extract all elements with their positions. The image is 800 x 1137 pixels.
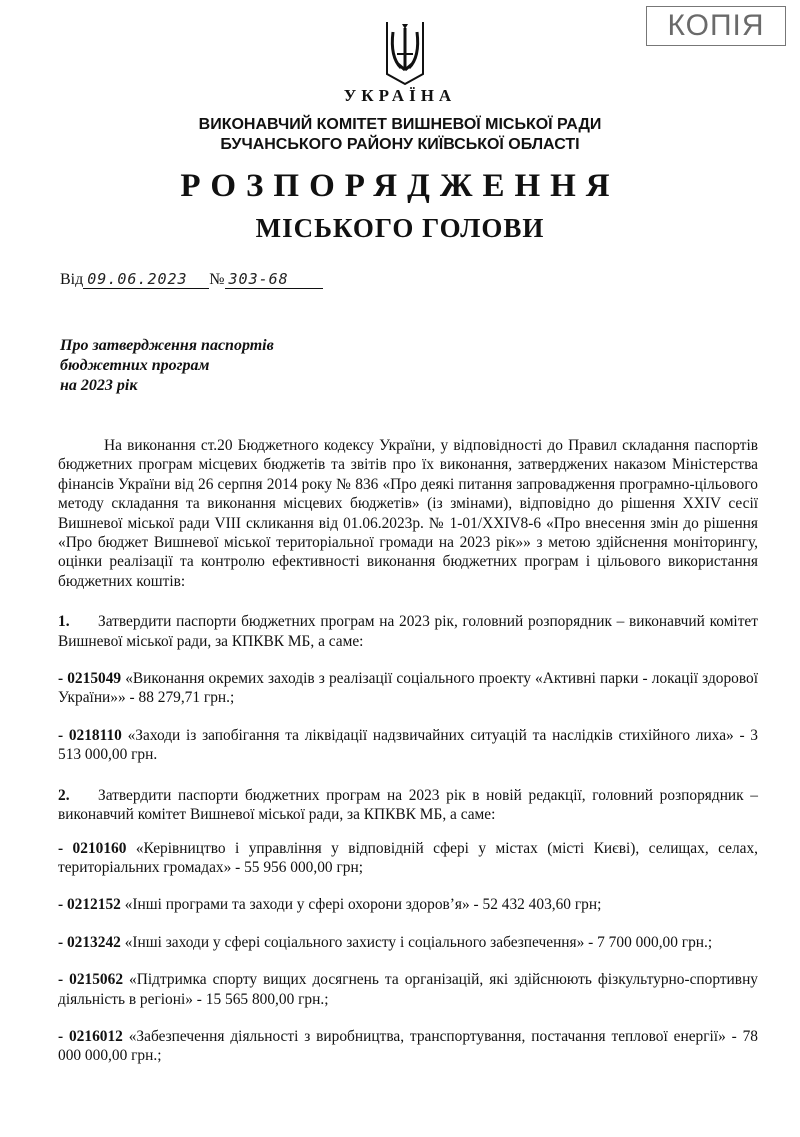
caption-line: на 2023 рік bbox=[60, 377, 138, 394]
program-text: «Забезпечення діяльності з виробництва, транспортування, постачання теплової енергії» - 78 000 000,00 грн.; bbox=[58, 1027, 759, 1065]
caption-line: Про затвердження паспортів bbox=[60, 337, 274, 354]
from-label: Від bbox=[60, 271, 84, 288]
program-code: - 0212152 bbox=[58, 896, 121, 914]
document-body bbox=[58, 436, 758, 1066]
program-text: «Заходи із запобігання та ліквідації надзвичайних ситуацій та наслідків стихійного лиха» - 3 513 000,00 грн. bbox=[58, 726, 758, 764]
point-number: 2. bbox=[58, 786, 70, 804]
list-item bbox=[58, 726, 758, 765]
point-text: Затвердити паспорти бюджетних програм на 2023 рік, головний розпорядник – виконавчий комітет Вишневої міської ради, за КПКВК МБ, а саме: bbox=[58, 613, 758, 650]
date-number-line bbox=[60, 270, 323, 289]
program-code: - 0215062 bbox=[58, 971, 124, 989]
list-item bbox=[58, 839, 758, 878]
caption-line: бюджетних програм bbox=[60, 357, 210, 374]
point-2 bbox=[58, 786, 758, 825]
trident-emblem-icon bbox=[383, 18, 427, 86]
program-text: «Керівництво і управління у відповідній сфері у містах (місті Києві), селищах, селах, територіальних громадах» - 55 956 000,00 грн; bbox=[58, 839, 758, 876]
point-number: 1. bbox=[58, 613, 70, 631]
list-item bbox=[58, 933, 758, 952]
handwritten-date: 09.06.2023 bbox=[83, 270, 209, 289]
program-text: «Виконання окремих заходів з реалізації соціального проекту «Активні парки - локації здорової України»» - 88 279,71 грн.; bbox=[58, 670, 758, 707]
intro-paragraph: На виконання ст.20 Бюджетного кодексу України, у відповідності до Правил складання паспортів бюджетних програм місцевих бюджетів та звітів про їх виконання, затверджених наказом Міністерства фінансів України від 26 серпня 2014 року № 836 «Про деякі питання запровадження програмно-цільового методу складання та виконання місцевих бюджетів» (із змінами), відповідно до рішення XXIV сесії Вишневої міської ради VIII скликання від 01.06.2023р. № 1-01/XXIV8-6 «Про внесення змін до рішення «Про бюджет Вишневої міської територіальної громади на 2023 рік»» з метою здійснення моніторингу, оцінки реалізації та контролю ефективності виконання бюджетних програм і цільового використання бюджетних коштів: bbox=[58, 437, 758, 590]
program-code: - 0213242 bbox=[58, 933, 121, 951]
program-code: - 0215049 bbox=[58, 670, 122, 688]
program-code: - 0210160 bbox=[58, 839, 127, 857]
org-name-line-2: БУЧАНСЬКОГО РАЙОНУ КИЇВСЬКОЇ ОБЛАСТІ bbox=[220, 136, 580, 153]
document-title: РОЗПОРЯДЖЕННЯ bbox=[180, 168, 620, 204]
list-item bbox=[58, 895, 758, 914]
list-item bbox=[58, 970, 758, 1009]
list-item bbox=[58, 1027, 758, 1066]
program-text: «Інші програми та заходи у сфері охорони здоров’я» - 52 432 403,60 грн; bbox=[120, 896, 602, 914]
copy-stamp: КОПІЯ bbox=[646, 6, 786, 46]
country-name: УКРАЇНА bbox=[343, 86, 457, 105]
list-item bbox=[58, 669, 758, 708]
org-name-line-1: ВИКОНАВЧИЙ КОМІТЕТ ВИШНЕВОЇ МІСЬКОЇ РАДИ bbox=[198, 116, 602, 133]
point-text: Затвердити паспорти бюджетних програм на 2023 рік в новій редакції, головний розпорядник – виконавчий комітет Вишневої міської ради, за КПКВК МБ, а саме: bbox=[58, 786, 758, 824]
program-text: «Інші заходи у сфері соціального захисту і соціального забезпечення» - 7 700 000,00 грн.; bbox=[120, 933, 713, 951]
number-label: № bbox=[209, 271, 225, 288]
point-1 bbox=[58, 612, 758, 651]
document-subtitle: МІСЬКОГО ГОЛОВИ bbox=[255, 213, 545, 243]
program-code: - 0218110 bbox=[58, 726, 122, 744]
program-code: - 0216012 bbox=[58, 1027, 123, 1045]
document-caption bbox=[60, 336, 274, 396]
handwritten-number: 303-68 bbox=[225, 270, 323, 289]
program-text: «Підтримка спорту вищих досягнень та організацій, які здійснюють фізкультурно-спортивну діяльність в регіоні» - 15 565 800,00 грн.; bbox=[58, 971, 758, 1008]
